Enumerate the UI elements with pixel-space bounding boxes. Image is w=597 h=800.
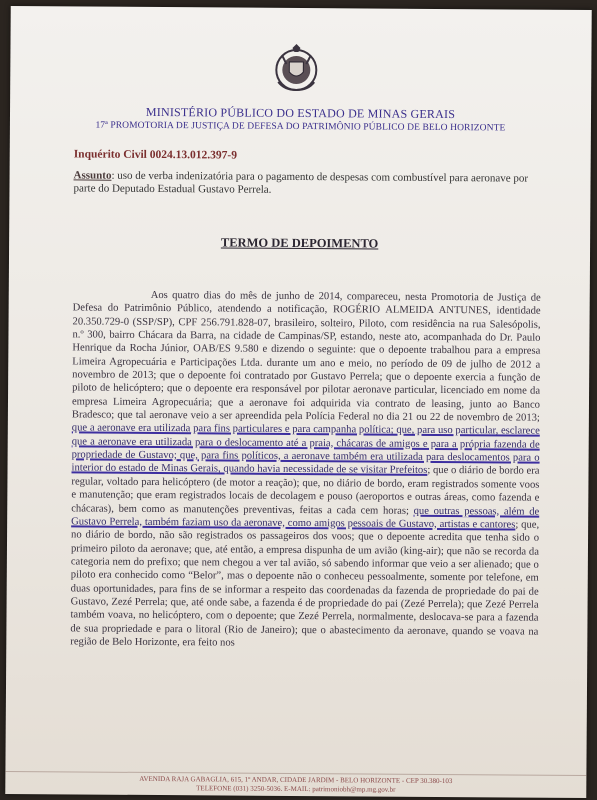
highlighted-passage-2: que outras pessoas, além de Gustavo Perrela, também faziam uso da aeronave, como amigos pessoais de Gustavo, artistas e cantores [71, 505, 540, 531]
testimony-body [70, 288, 541, 652]
subject-text: : uso de verba indenizatória para o pagamento de despesas com combustível para aeronave por parte do Deputado Estadual Gustavo Perrela. [73, 169, 529, 196]
document-page [5, 6, 591, 798]
highlighted-passage-1: que a aeronave era utilizada para fins particulares e para campanha política; que, para uso particular, esclarece que a aeronave era utilizada para o deslocamento até a praia, chácaras de amigos e para a própria fazenda de propriedade de Gustavo; que, para fins políticos, a aeronave também era utilizada para deslocamentos para o interior do estado de Minas Gerais, quando havia necessidade de se visitar Prefeitos [71, 422, 540, 477]
subject-paragraph [73, 169, 539, 198]
inquerito-number: Inquérito Civil 0024.13.012.397-9 [73, 148, 238, 162]
coat-of-arms-seal-icon [272, 42, 320, 94]
document-title: TERMO DE DEPOIMENTO [220, 235, 379, 251]
institution-title: MINISTÉRIO PÚBLICO DO ESTADO DE MINAS GERAIS [145, 104, 456, 122]
testimony-text-1: Aos quatro dias do mês de junho de 2014, compareceu, nesta Promotoria de Justiça de Defesa do Patrimônio Público, atendendo a notificação, ROGÉRIO ALMEIDA ANTUNES, identidade 20.350.729-0 (SSP/SP), CPF 256.791.828-07, brasileiro, solteiro, Piloto, com residência na rua Salesópolis, n.º 300, bairro Chácara da Barra, na cidade de Campinas/SP, estando, neste ato, acompanhada do Dr. Paulo Henrique da Rocha Júnior, OAB/ES 9.580 e dizendo o seguinte: que o depoente trabalhou para a empresa Limeira Agropecuária e Participações Ltda. durante um ano e meio, no período de 09 de julho de 2012 a novembro de 2013; que o depoente foi contratado por Gustavo Perrela; que o depoente exercia a função de piloto de helicóptero; que o depoente era responsável por pilotar aeronave particular, licenciado em nome da empresa Limeira Agropecuária; que a aeronave foi adquirida via contrato de leasing, junto ao Banco Bradesco; que tal aeronave veio a ser apreendida pela Polícia Federal no dia 21 ou 22 de novembro de 2013; [71, 289, 541, 424]
testimony-text-3: ; que, no diário de bordo, não são registrados os passageiros dos voos; que o depoente acredita que tenha sido o primeiro piloto da aeronave; que, até então, a empresa dispunha de um avião (king-air); que não se recorda da categoria nem do prefixo; que nem chegou a ver tal avião, só sabendo informar que veio a ser alienado; que o piloto era conhecido como “Belor”, mas o depoente não o conheceu pessoalmente, somente por telefone, em duas oportunidades, para fins de se informar a respeito das coordenadas da fazenda de propriedade do pai de Gustavo, Zezé Perrela; que, até onde sabe, a fazenda é de propriedade do pai (Zezé Perrela); que Zezé Perrela também voava, no helicóptero, com o depoente; que Zezé Perrela, normalmente, deslocava-se para a fazenda de sua propriedade e para o litoral (Rio de Janeiro); que o abastecimento da aeronave, quando se voava na região de Belo Horizonte, era feito nos [70, 519, 540, 649]
page-footer [5, 771, 586, 796]
testimony-paragraph [70, 288, 541, 652]
subject-label: Assunto [73, 169, 112, 182]
footer-contact: TELEFONE (031) 3250-5036. E-MAIL: patrimoniobh@mp.mg.gov.br [196, 784, 396, 794]
institution-subtitle: 17ª PROMOTORIA DE JUSTIÇA DE DEFESA DO PATRIMÔNIO PÚBLICO DE BELO HORIZONTE [95, 120, 506, 134]
testimony-text-2: ; que o diário de bordo era regular, voltado para helicóptero (de motor a reação); que, no diário de bordo, eram registrados somente voos e manutenção; que eram registrados locais de decolagem e pouso (aeroportos e outras áreas, como fazenda e chácaras), bem como as manutenções preventivas, feitas a cada cem horas; [71, 465, 540, 517]
footer-address: AVENIDA RAJA GABAGLIA, 615, 1º ANDAR, CIDADE JARDIM - BELO HORIZONTE - CEP 30.380-103 [139, 774, 453, 786]
